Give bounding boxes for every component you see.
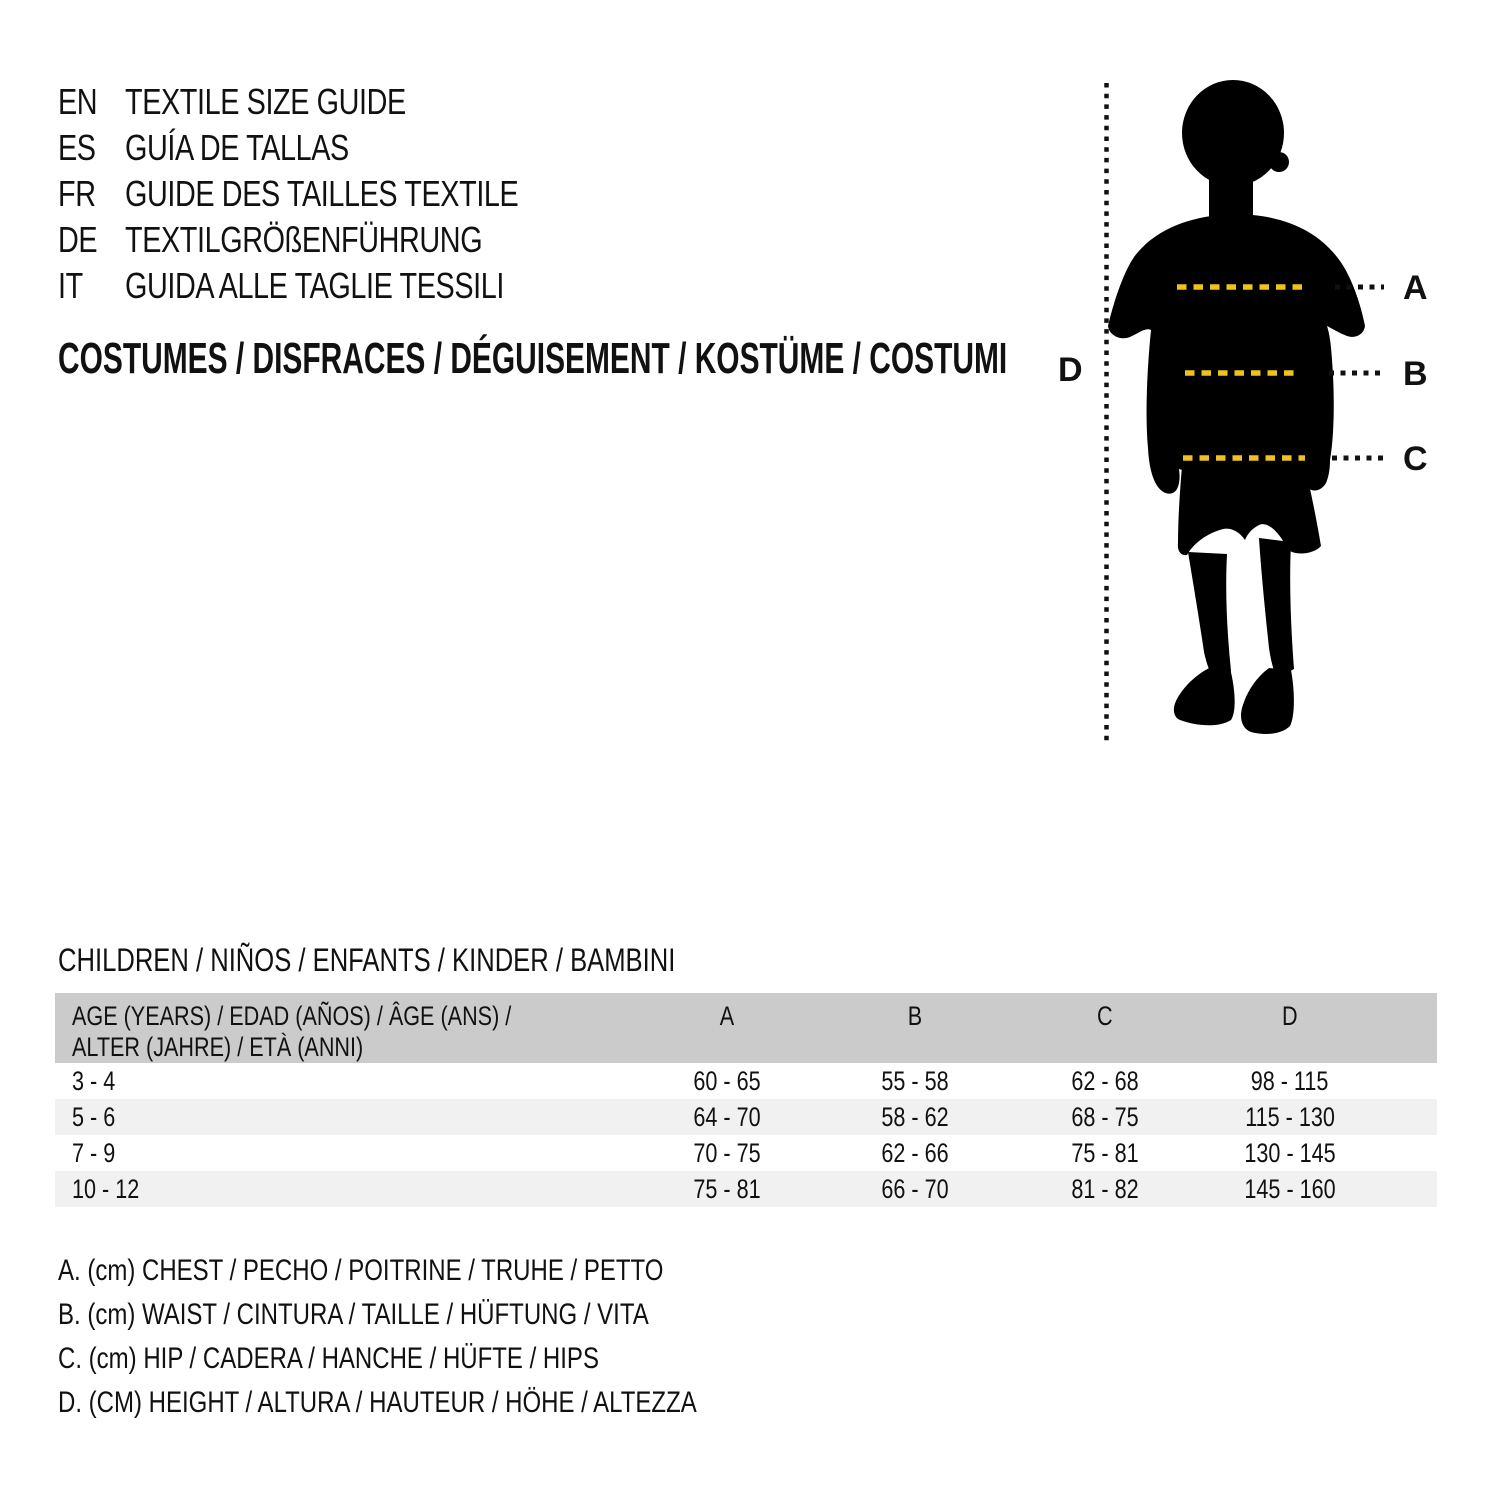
age-header-line1: AGE (YEARS) / EDAD (AÑOS) / ÂGE (ANS) /	[72, 1001, 512, 1031]
age-cell: 7 - 9	[72, 1137, 116, 1168]
waist-cell: 62 - 66	[881, 1137, 949, 1168]
label-chest-a: A	[1403, 269, 1428, 307]
age-column-header	[55, 993, 635, 1063]
language-code: FR	[58, 173, 96, 214]
height-cell: 130 - 145	[1244, 1137, 1336, 1168]
child-silhouette	[1108, 80, 1365, 734]
silhouette-torso	[1108, 214, 1365, 494]
measurement-figure	[1020, 70, 1450, 770]
silhouette-left-shoe	[1174, 664, 1235, 725]
table-row	[55, 1099, 1437, 1135]
height-cell: 115 - 130	[1245, 1101, 1335, 1132]
waist-cell: 66 - 70	[881, 1173, 949, 1204]
table-row	[55, 1171, 1437, 1207]
waist-cell: 58 - 62	[881, 1101, 949, 1132]
chest-cell: 64 - 70	[693, 1101, 762, 1132]
table-section-title: CHILDREN / NIÑOS / ENFANTS / KINDER / BAMBINI	[58, 942, 676, 978]
waist-cell: 55 - 58	[881, 1065, 949, 1096]
height-cell: 145 - 160	[1244, 1173, 1336, 1204]
language-row	[58, 217, 617, 263]
age-cell: 3 - 4	[72, 1065, 116, 1096]
table-row	[55, 1063, 1437, 1099]
silhouette-right-shoe	[1241, 668, 1294, 734]
children-size-table	[55, 993, 1437, 1207]
language-row	[58, 125, 617, 171]
language-title: GUIDA ALLE TAGLIE TESSILI	[125, 265, 504, 306]
chest-cell: 75 - 81	[693, 1173, 762, 1204]
legend-chest: A. (cm) CHEST / PECHO / POITRINE / TRUHE / PETTO	[58, 1254, 664, 1287]
measurement-legend	[58, 1249, 856, 1425]
silhouette-shorts	[1178, 466, 1321, 555]
language-title: GUIDE DES TAILLES TEXTILE	[125, 173, 519, 214]
language-title: TEXTILGRÖßENFÜHRUNG	[125, 219, 483, 260]
language-guide-list	[58, 79, 617, 309]
language-code: IT	[58, 265, 83, 306]
column-header-a: A	[720, 1001, 735, 1031]
chest-cell: 60 - 65	[693, 1065, 762, 1096]
language-code: ES	[58, 127, 96, 168]
hip-cell: 68 - 75	[1071, 1101, 1139, 1132]
hip-cell: 62 - 68	[1071, 1065, 1139, 1096]
hip-cell: 81 - 82	[1071, 1173, 1139, 1204]
height-cell: 98 - 115	[1251, 1065, 1329, 1096]
language-code: EN	[58, 81, 98, 122]
column-header-d: D	[1282, 1001, 1298, 1031]
legend-waist: B. (cm) WAIST / CINTURA / TAILLE / HÜFTUNG / VITA	[58, 1298, 649, 1331]
language-row	[58, 79, 617, 125]
category-title: COSTUMES / DISFRACES / DÉGUISEMENT / KOSTÜME / COSTUMI	[58, 334, 1008, 383]
silhouette-right-leg	[1259, 538, 1294, 678]
legend-height: D. (CM) HEIGHT / ALTURA / HAUTEUR / HÖHE / ALTEZZA	[58, 1386, 697, 1419]
column-header-b: B	[907, 1001, 923, 1031]
language-row	[58, 171, 617, 217]
label-hip-c: C	[1403, 440, 1428, 478]
language-title: GUÍA DE TALLAS	[125, 127, 349, 168]
table-row	[55, 1135, 1437, 1171]
column-header-c: C	[1097, 1001, 1113, 1031]
language-code: DE	[58, 219, 98, 260]
label-waist-b: B	[1403, 355, 1428, 393]
silhouette-ear	[1269, 152, 1289, 172]
age-cell: 5 - 6	[72, 1101, 116, 1132]
label-height-d: D	[1058, 351, 1083, 389]
language-row	[58, 263, 617, 309]
table-header-row	[55, 993, 1437, 1063]
age-cell: 10 - 12	[72, 1173, 140, 1204]
hip-cell: 75 - 81	[1071, 1137, 1139, 1168]
language-title: TEXTILE SIZE GUIDE	[125, 81, 406, 122]
age-header-line2: ALTER (JAHRE) / ETÀ (ANNI)	[72, 1032, 364, 1062]
legend-hip: C. (cm) HIP / CADERA / HANCHE / HÜFTE / HIPS	[58, 1342, 599, 1375]
chest-cell: 70 - 75	[693, 1137, 762, 1168]
silhouette-left-leg	[1188, 552, 1231, 680]
